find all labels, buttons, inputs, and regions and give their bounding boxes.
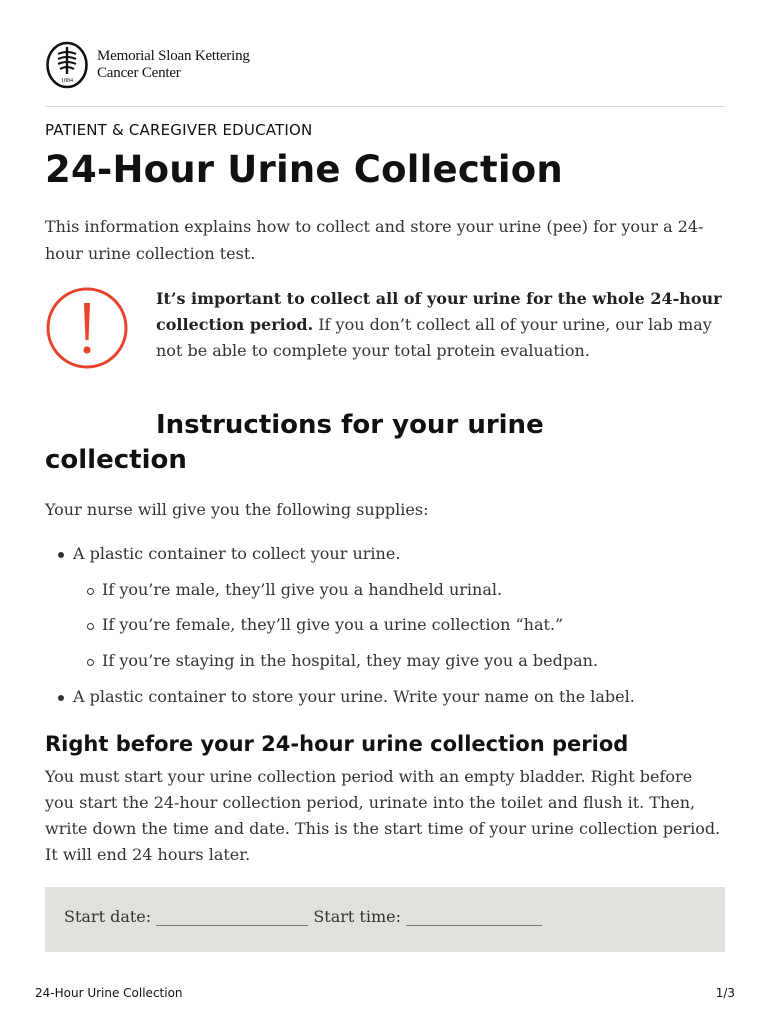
svg-text:1884: 1884: [61, 78, 73, 84]
alert-body-text: If you don’t collect all of your urine, our lab may not be able to complete your total protein evaluation.: [156, 315, 712, 360]
bullet-icon: [58, 695, 64, 701]
list-item: A plastic container to store your urine. Write your name on the label.: [45, 684, 725, 720]
exclamation-circle-icon: [45, 286, 129, 370]
list-item: A plastic container to collect your urine.: [45, 541, 725, 577]
before-period-paragraph: You must start your urine collection period with an empty bladder. Right before you start the 24-hour collection period, urinate into the toilet and flush it. Then, write down the time and date. This is the start time of your urine collection period. It will end 24 hours later.: [45, 767, 721, 864]
page-title: 24-Hour Urine Collection: [45, 148, 563, 191]
bullet-icon: [58, 552, 64, 558]
section-eyebrow: PATIENT & CAREGIVER EDUCATION: [45, 121, 313, 139]
supplies-list: [45, 541, 725, 719]
hollow-bullet-icon: [87, 588, 94, 595]
msk-emblem-icon: [45, 41, 89, 89]
start-fields: Start date: ___________________ Start time: _________________: [64, 907, 543, 926]
list-item: If you’re male, they’ll give you a handheld urinal.: [45, 577, 725, 613]
logo-line-1: Memorial Sloan Kettering: [97, 48, 250, 64]
footer-page-number: 1/3: [715, 986, 735, 1000]
before-period-heading: Right before your 24-hour urine collection period: [45, 732, 629, 756]
logo-wordmark: [97, 48, 250, 82]
alert-message: [156, 286, 731, 364]
footer-doc-title: 24-Hour Urine Collection: [35, 986, 183, 1000]
msk-logo: [45, 40, 305, 90]
list-item: If you’re female, they’ll give you a urine collection “hat.”: [45, 612, 725, 648]
header-divider: [45, 106, 725, 107]
hollow-bullet-icon: [87, 623, 94, 630]
instructions-heading: Instructions for your urine collection: [45, 410, 544, 475]
hollow-bullet-icon: [87, 659, 94, 666]
list-item: If you’re staying in the hospital, they may give you a bedpan.: [45, 648, 725, 684]
alert-bold-text: It’s important to collect all of your urine for the whole 24-hour collection period.: [156, 289, 722, 334]
logo-line-2: Cancer Center: [97, 65, 181, 81]
supplies-intro: Your nurse will give you the following supplies:: [45, 500, 429, 519]
intro-paragraph: This information explains how to collect and store your urine (pee) for your a 24-hour urine collection test.: [45, 217, 704, 263]
start-time-box: [45, 887, 725, 952]
